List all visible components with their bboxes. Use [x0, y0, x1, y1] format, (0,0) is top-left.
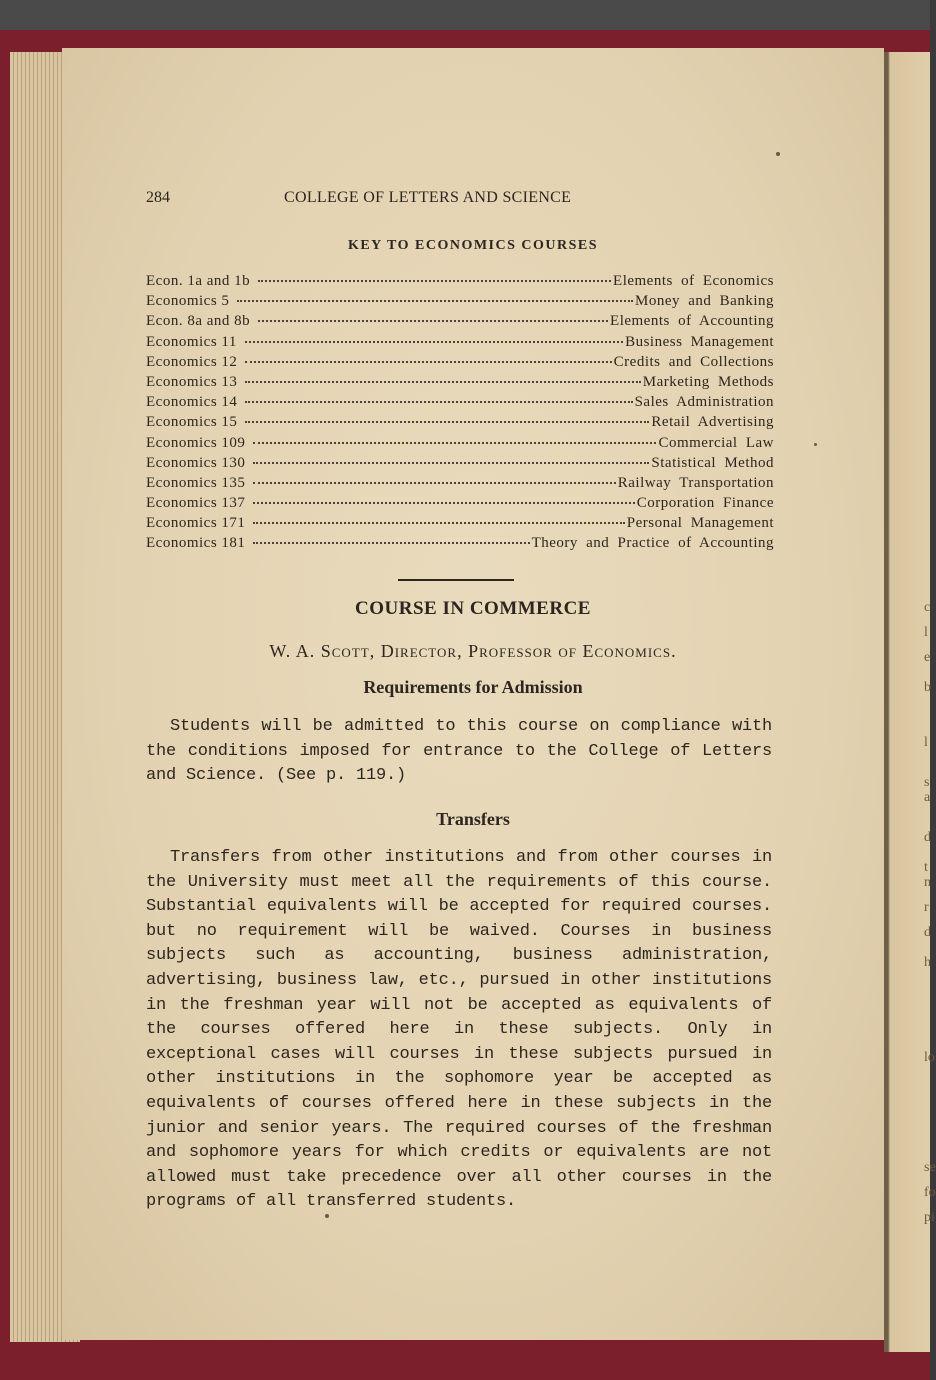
running-head: COLLEGE OF LETTERS AND SCIENCE	[284, 189, 572, 206]
key-row	[146, 394, 774, 414]
dot-leader	[253, 518, 624, 524]
key-course-name: Personal Management	[626, 515, 774, 532]
key-row	[146, 293, 774, 313]
section-divider	[398, 579, 514, 581]
key-course-name: Railway Transportation	[617, 474, 774, 491]
key-course-number: Economics 12	[146, 353, 238, 370]
key-row	[146, 455, 774, 475]
dot-leader	[253, 478, 615, 484]
facing-page-letter: h	[924, 955, 931, 970]
key-course-name: Credits and Collections	[613, 353, 774, 370]
key-course-number: Economics 11	[146, 333, 237, 350]
dot-leader	[245, 417, 649, 423]
paper-speck	[814, 443, 817, 446]
scan-background	[0, 0, 930, 34]
facing-page-edge	[884, 52, 936, 1352]
key-course-name: Business Management	[625, 333, 774, 350]
key-course-name: Money and Banking	[635, 293, 774, 310]
key-course-name: Commercial Law	[658, 434, 774, 451]
admission-paragraph: Students will be admitted to this course on compliance with the conditions imposed for entrance to the College of Letters and Science. (See p. 119.)	[146, 717, 772, 786]
key-course-number: Economics 130	[146, 454, 246, 471]
key-course-number: Economics 109	[146, 434, 246, 451]
transfers-paragraph: Transfers from other institutions and from other courses in the University must meet all the requirements of this course. Substantial equivalents will be accepted for required courses. but no requirement will be waived. Courses in business subjects such as accounting, business administration, advertising, business law, etc., pursued in other institutions in the freshman year will not be accepted as equivalents of the courses offered here in these subjects. Only in exceptional cases will courses in these subjects pursued in other institutions in the sophomore year be accepted as equivalents of courses offered here in these subjects in the junior and senior years. The required courses of the freshman and sophomore years for which credits or equivalents are not allowed must take precedence over all other courses in the programs of all transferred students.	[146, 848, 772, 1212]
dot-leader	[245, 377, 640, 383]
book-page	[62, 48, 884, 1340]
facing-page-letter: fo	[924, 1185, 936, 1200]
key-course-number: Economics 137	[146, 495, 246, 512]
dot-leader	[245, 357, 611, 363]
dot-leader	[253, 458, 649, 464]
facing-page-letter: l	[924, 625, 928, 640]
facing-page-letter: l	[924, 735, 928, 750]
facing-page-letter: d	[924, 830, 931, 845]
facing-page-letter: b	[924, 680, 931, 695]
key-course-number: Economics 5	[146, 293, 230, 310]
key-row	[146, 374, 774, 394]
key-course-number: Economics 135	[146, 474, 246, 491]
key-course-name: Corporation Finance	[636, 495, 774, 512]
key-row	[146, 334, 774, 354]
key-row	[146, 535, 774, 555]
dot-leader	[237, 296, 633, 302]
paper-speck	[776, 152, 780, 156]
transfers-heading: Transfers	[436, 809, 510, 829]
dot-leader	[258, 276, 611, 282]
key-list	[146, 273, 774, 556]
key-course-number: Economics 14	[146, 394, 238, 411]
key-row	[146, 273, 774, 293]
dot-leader	[258, 316, 608, 322]
key-course-name: Theory and Practice of Accounting	[531, 535, 774, 552]
key-row	[146, 435, 774, 455]
key-course-name: Retail Advertising	[651, 414, 774, 431]
facing-page-letter: se	[924, 1160, 936, 1175]
page-number: 284	[146, 189, 170, 206]
key-course-name: Sales Administration	[634, 394, 774, 411]
facing-page-letter: pi	[924, 1210, 935, 1225]
dot-leader	[245, 337, 623, 343]
key-course-number: Economics 13	[146, 373, 238, 390]
key-course-name: Statistical Method	[651, 454, 774, 471]
key-course-name: Marketing Methods	[642, 373, 774, 390]
facing-page-letter: e	[924, 650, 931, 665]
dot-leader	[253, 538, 529, 544]
facing-page-letter: a	[924, 790, 931, 805]
facing-page-letter: c	[924, 600, 931, 615]
dot-leader	[253, 498, 634, 504]
key-row	[146, 475, 774, 495]
key-course-number: Economics 15	[146, 414, 238, 431]
key-row	[146, 515, 774, 535]
key-course-name: Elements of Economics	[613, 273, 774, 289]
facing-page-letter: t	[924, 860, 928, 875]
facing-page-letter: s	[924, 775, 930, 790]
key-row	[146, 313, 774, 333]
key-title: KEY TO ECONOMICS COURSES	[347, 238, 599, 253]
key-course-number: Economics 181	[146, 535, 246, 552]
facing-page-letter: r	[924, 900, 929, 915]
dot-leader	[253, 438, 656, 444]
key-row	[146, 414, 774, 434]
paper-speck	[325, 1214, 329, 1218]
facing-page-letter: lo	[924, 1050, 935, 1065]
director-line: W. A. Scott, Director, Professor of Economics.	[269, 641, 677, 661]
key-course-number: Econ. 8a and 8b	[146, 313, 251, 330]
key-row	[146, 354, 774, 374]
dot-leader	[245, 397, 632, 403]
admission-heading: Requirements for Admission	[363, 677, 583, 697]
key-row	[146, 495, 774, 515]
key-course-name: Elements of Accounting	[610, 313, 774, 330]
facing-page-letter: n	[924, 875, 931, 890]
section-title: COURSE IN COMMERCE	[355, 598, 591, 619]
key-course-number: Economics 171	[146, 515, 246, 532]
facing-page-letter: d	[924, 925, 931, 940]
key-course-number: Econ. 1a and 1b	[146, 273, 251, 289]
